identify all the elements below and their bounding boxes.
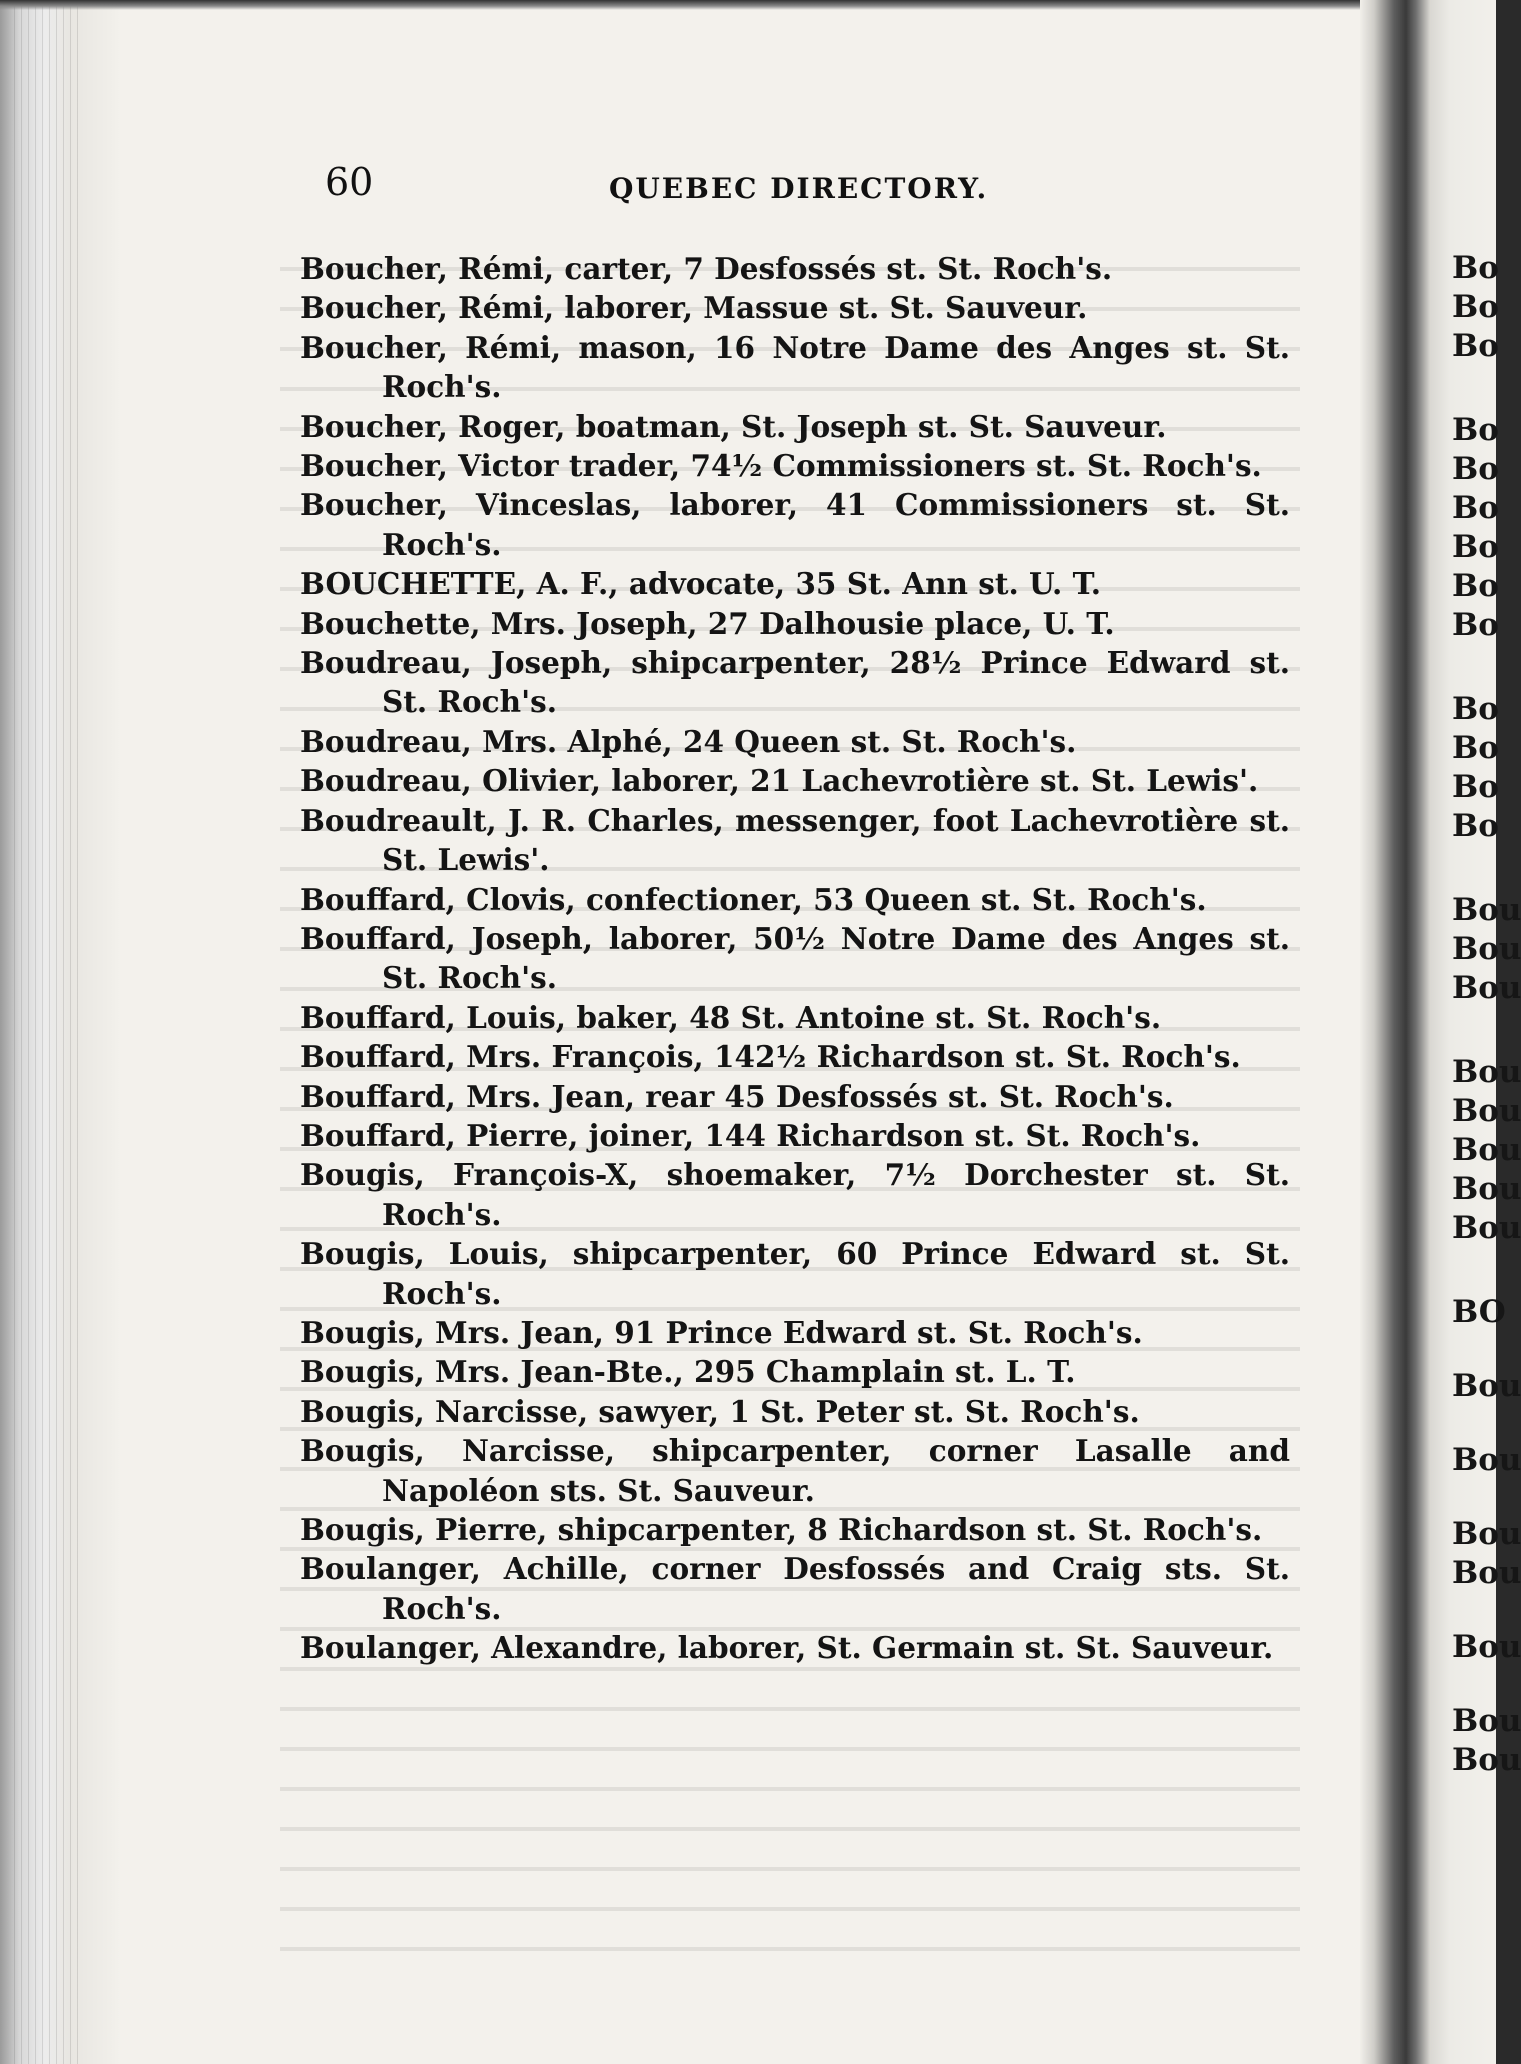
directory-entry: Bougis, Mrs. Jean, 91 Prince Edward st. St. Roch's.	[300, 1314, 1143, 1350]
directory-entry: Boucher, Vinceslas, laborer, 41 Commissioners st. St. Roch's.	[300, 487, 1290, 562]
directory-entry: Bouffard, Mrs. François, 142½ Richardson st. St. Roch's.	[300, 1039, 1241, 1075]
facing-page-line: Bou	[1452, 1171, 1521, 1207]
facing-page-line: Bo	[1452, 289, 1499, 325]
facing-page-line: Bou	[1452, 1629, 1521, 1665]
directory-entry: Boucher, Rémi, carter, 7 Desfossés st. St. Roch's.	[300, 251, 1113, 286]
page-number: 60	[325, 160, 374, 204]
facing-page-line: BO	[1452, 1294, 1506, 1330]
facing-page-line: Bou	[1452, 1093, 1521, 1129]
directory-entry: Bouffard, Clovis, confectioner, 53 Queen st. St. Roch's.	[300, 881, 1207, 917]
page-title: QUEBEC DIRECTORY.	[609, 172, 989, 205]
facing-page-line: Bou	[1452, 1210, 1521, 1246]
facing-page-fragments	[1452, 250, 1521, 1850]
facing-page-line: Bou	[1452, 931, 1521, 967]
facing-page-line: Bo	[1452, 328, 1499, 364]
facing-page-line: Bou	[1452, 1703, 1521, 1739]
facing-page-line: Bou	[1452, 1516, 1521, 1552]
directory-entry: Boucher, Rémi, laborer, Massue st. St. Sauveur.	[300, 290, 1088, 326]
facing-page-line: Bou	[1452, 970, 1521, 1006]
facing-page-line: Bo	[1452, 529, 1499, 565]
directory-entry: Boucher, Victor trader, 74½ Commissioners st. St. Roch's.	[300, 448, 1262, 484]
directory-entry: Bougis, Pierre, shipcarpenter, 8 Richardson st. St. Roch's.	[300, 1512, 1263, 1547]
facing-page-line: Bo	[1452, 607, 1499, 643]
facing-page-line: Bou	[1452, 892, 1521, 928]
top-shadow	[0, 0, 1496, 10]
running-head	[325, 160, 1325, 210]
directory-entry: Boulanger, Alexandre, laborer, St. Germain st. St. Sauveur.	[300, 1630, 1274, 1666]
directory-entry: Boulanger, Achille, corner Desfossés and Craig sts. St. Roch's.	[300, 1551, 1290, 1626]
directory-entry: Bougis, Narcisse, shipcarpenter, corner Lasalle and Napoléon sts. St. Sauveur.	[300, 1433, 1290, 1508]
facing-page-line: Bo	[1452, 250, 1499, 286]
facing-page-line: Bo	[1452, 808, 1499, 844]
directory-entry: Bouchette, Mrs. Joseph, 27 Dalhousie place, U. T.	[300, 605, 1115, 641]
facing-page-line: Bou	[1452, 1742, 1521, 1778]
facing-page-line: Bou	[1452, 1442, 1521, 1478]
directory-entry: Bougis, Mrs. Jean-Bte., 295 Champlain st. L. T.	[300, 1354, 1076, 1390]
directory-entry: Boudreau, Joseph, shipcarpenter, 28½ Prince Edward st. St. Roch's.	[300, 645, 1290, 720]
facing-page-line: Bo	[1452, 568, 1499, 604]
facing-page-line: Bou	[1452, 1054, 1521, 1090]
directory-entry: Boucher, Rémi, mason, 16 Notre Dame des Anges st. St. Roch's.	[300, 329, 1290, 405]
facing-page-line: Bo	[1452, 730, 1499, 766]
directory-entry: Bouffard, Louis, baker, 48 St. Antoine st. St. Roch's.	[300, 999, 1162, 1035]
directory-entry: Boudreault, J. R. Charles, messenger, foot Lachevrotière st. St. Lewis'.	[300, 802, 1290, 878]
directory-entry: Bouffard, Joseph, laborer, 50½ Notre Dame des Anges st. St. Roch's.	[300, 920, 1290, 996]
facing-page-line: Bo	[1452, 490, 1499, 526]
directory-entry: Bougis, Louis, shipcarpenter, 60 Prince Edward st. St. Roch's.	[300, 1236, 1290, 1311]
directory-entry: Bougis, François-X, shoemaker, 7½ Dorchester st. St. Roch's.	[300, 1157, 1290, 1232]
facing-page-line: Bou	[1452, 1132, 1521, 1168]
facing-page-line: Bou	[1452, 1368, 1521, 1404]
facing-page-line: Bo	[1452, 451, 1499, 487]
facing-page-line: Bo	[1452, 412, 1499, 448]
facing-page-line: Bo	[1452, 769, 1499, 805]
directory-entry: Bouffard, Pierre, joiner, 144 Richardson st. St. Roch's.	[300, 1117, 1201, 1153]
directory-entry: Bouffard, Mrs. Jean, rear 45 Desfossés st. St. Roch's.	[300, 1078, 1174, 1114]
facing-page-line: Bo	[1452, 691, 1499, 727]
facing-page-line: Bou	[1452, 1555, 1521, 1591]
directory-entry: Boudreau, Olivier, laborer, 21 Lachevrotière st. St. Lewis'.	[300, 763, 1259, 799]
directory-entry: Boudreau, Mrs. Alphé, 24 Queen st. St. Roch's.	[300, 723, 1077, 759]
directory-entry: BOUCHETTE, A. F., advocate, 35 St. Ann st. U. T.	[300, 566, 1102, 602]
directory-entries	[300, 249, 1290, 1668]
directory-entry: Bougis, Narcisse, sawyer, 1 St. Peter st. St. Roch's.	[300, 1393, 1140, 1429]
directory-entry: Boucher, Roger, boatman, St. Joseph st. St. Sauveur.	[300, 408, 1167, 444]
page-stack-lines	[14, 0, 84, 2064]
